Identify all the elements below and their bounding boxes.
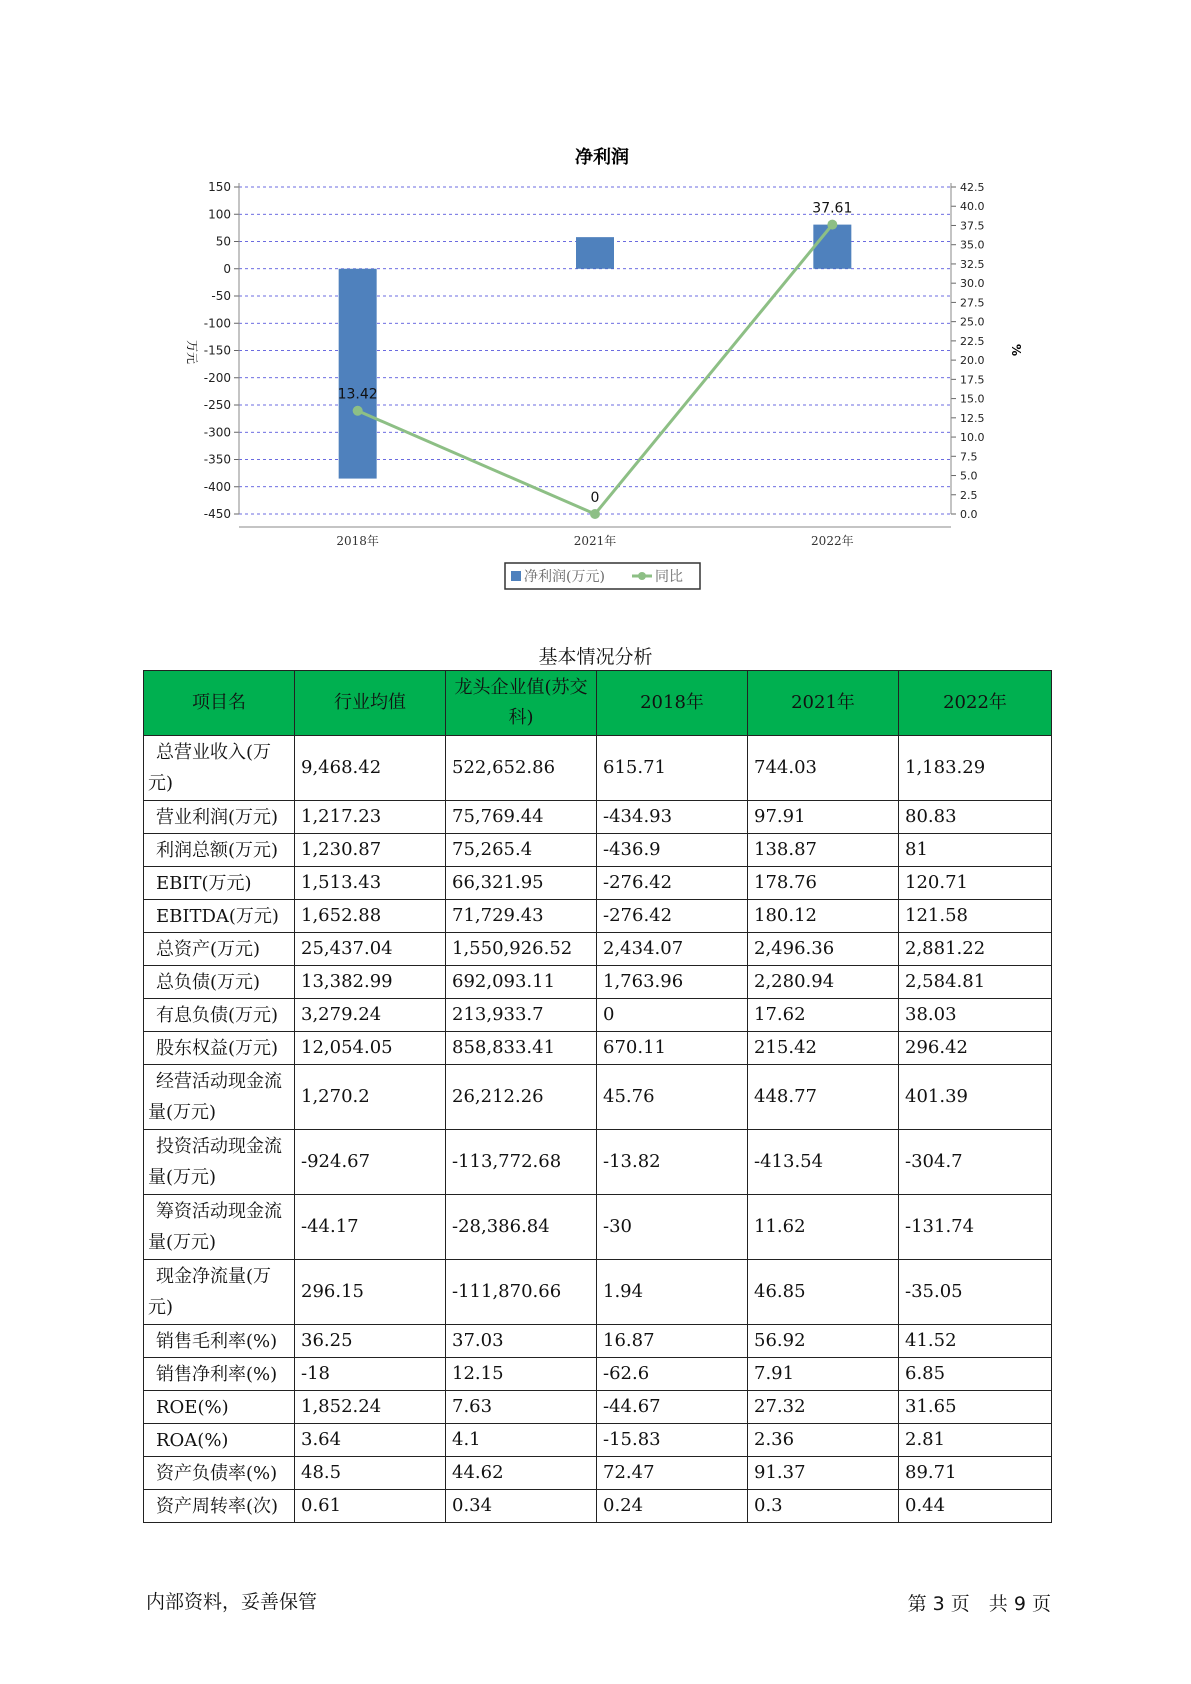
- table-row: [144, 1130, 1052, 1195]
- table-row: [144, 1490, 1052, 1523]
- cell-item-name: 现金净流量(万元): [144, 1260, 295, 1325]
- cell-value-2021: 46.85: [748, 1260, 899, 1325]
- page-suffix: 页: [1031, 1593, 1051, 1615]
- left-tick-label: -200: [203, 370, 231, 385]
- left-tick-label: -400: [203, 479, 231, 494]
- left-tick-label: -350: [203, 452, 231, 467]
- cell-leader-value: -113,772.68: [446, 1130, 597, 1195]
- cell-industry-avg: 1,852.24: [295, 1391, 446, 1424]
- net-profit-bar: [339, 269, 377, 479]
- cell-industry-avg: 3,279.24: [295, 999, 446, 1032]
- cell-value-2018: -15.83: [597, 1424, 748, 1457]
- net-profit-chart: [0, 0, 1191, 600]
- right-tick-label: 20.0: [960, 354, 985, 368]
- cell-value-2022: 80.83: [899, 801, 1052, 834]
- right-tick-label: 32.5: [960, 257, 985, 271]
- cell-item-name: EBITDA(万元): [144, 900, 295, 933]
- cell-value-2018: -276.42: [597, 900, 748, 933]
- yoy-data-label: 0: [590, 490, 600, 506]
- left-tick-label: 150: [208, 180, 231, 194]
- cell-value-2022: 38.03: [899, 999, 1052, 1032]
- cell-item-name: 总资产(万元): [144, 933, 295, 966]
- cell-leader-value: 7.63: [446, 1391, 597, 1424]
- cell-industry-avg: 13,382.99: [295, 966, 446, 999]
- cell-value-2021: 17.62: [748, 999, 899, 1032]
- table-row: [144, 1065, 1052, 1130]
- footer-confidential-note: 内部资料，妥善保管: [146, 1591, 318, 1613]
- cell-item-name: 有息负债(万元): [144, 999, 295, 1032]
- right-tick-label: 27.5: [960, 296, 985, 310]
- left-tick-label: -300: [203, 425, 231, 440]
- cell-item-name: 利润总额(万元): [144, 834, 295, 867]
- yoy-point: [590, 509, 600, 519]
- left-tick-label: 0: [223, 261, 231, 276]
- cell-value-2018: -276.42: [597, 867, 748, 900]
- yoy-data-label: 13.42: [337, 386, 378, 403]
- table-row: [144, 1358, 1052, 1391]
- cell-value-2022: -304.7: [899, 1130, 1052, 1195]
- cell-item-name: ROE(%): [144, 1391, 295, 1424]
- table-row: [144, 1391, 1052, 1424]
- cell-value-2021: 215.42: [748, 1032, 899, 1065]
- cell-industry-avg: 25,437.04: [295, 933, 446, 966]
- cell-leader-value: 4.1: [446, 1424, 597, 1457]
- cell-leader-value: 522,652.86: [446, 736, 597, 801]
- cell-value-2021: 2.36: [748, 1424, 899, 1457]
- cell-value-2022: 2,584.81: [899, 966, 1052, 999]
- left-tick-label: -100: [203, 316, 231, 331]
- cell-value-2018: 670.11: [597, 1032, 748, 1065]
- cell-leader-value: -111,870.66: [446, 1260, 597, 1325]
- table-row: [144, 801, 1052, 834]
- cell-value-2021: 56.92: [748, 1325, 899, 1358]
- cell-item-name: 股东权益(万元): [144, 1032, 295, 1065]
- cell-value-2022: 1,183.29: [899, 736, 1052, 801]
- cell-value-2021: 138.87: [748, 834, 899, 867]
- net-profit-bar: [813, 225, 851, 269]
- x-tick-label: 2018年: [336, 534, 379, 548]
- page-mid: 页 共: [950, 1593, 1008, 1615]
- cell-value-2021: 2,496.36: [748, 933, 899, 966]
- cell-industry-avg: 3.64: [295, 1424, 446, 1457]
- cell-value-2022: 2,881.22: [899, 933, 1052, 966]
- cell-value-2021: 97.91: [748, 801, 899, 834]
- cell-industry-avg: 1,652.88: [295, 900, 446, 933]
- cell-industry-avg: 9,468.42: [295, 736, 446, 801]
- right-tick-label: 25.0: [960, 315, 985, 329]
- right-tick-label: 5.0: [960, 469, 978, 483]
- cell-value-2018: 0.24: [597, 1490, 748, 1523]
- cell-value-2018: 1,763.96: [597, 966, 748, 999]
- left-tick-label: -50: [211, 289, 231, 303]
- table-row: [144, 1195, 1052, 1260]
- table-header-row: [144, 671, 1052, 736]
- table-row: [144, 966, 1052, 999]
- header-2022: 2022年: [899, 671, 1052, 736]
- cell-item-name: 资产周转率(次): [144, 1490, 295, 1523]
- page-prefix: 第: [907, 1593, 927, 1615]
- left-tick-label: -150: [203, 343, 231, 358]
- cell-value-2018: -436.9: [597, 834, 748, 867]
- right-tick-label: 35.0: [960, 238, 985, 252]
- cell-leader-value: 75,769.44: [446, 801, 597, 834]
- cell-value-2021: 744.03: [748, 736, 899, 801]
- cell-value-2021: 448.77: [748, 1065, 899, 1130]
- y-left-axis-label: 万元: [185, 339, 199, 365]
- left-tick-label: 100: [208, 207, 231, 222]
- legend-line-marker: [638, 572, 646, 580]
- cell-value-2018: -62.6: [597, 1358, 748, 1391]
- cell-value-2018: 1.94: [597, 1260, 748, 1325]
- header-2018: 2018年: [597, 671, 748, 736]
- footer-page-number: [908, 1589, 1051, 1616]
- cell-value-2018: -44.67: [597, 1391, 748, 1424]
- cell-item-name: 筹资活动现金流量(万元): [144, 1195, 295, 1260]
- cell-value-2021: 178.76: [748, 867, 899, 900]
- cell-leader-value: 858,833.41: [446, 1032, 597, 1065]
- right-tick-label: 22.5: [960, 334, 985, 348]
- cell-industry-avg: 1,513.43: [295, 867, 446, 900]
- page-current: 3: [932, 1593, 945, 1615]
- cell-industry-avg: 1,270.2: [295, 1065, 446, 1130]
- cell-value-2022: -131.74: [899, 1195, 1052, 1260]
- cell-item-name: 营业利润(万元): [144, 801, 295, 834]
- cell-value-2021: 2,280.94: [748, 966, 899, 999]
- y-right-axis-label: %: [1009, 343, 1023, 357]
- header-item-name: 项目名: [144, 671, 295, 736]
- table-row: [144, 999, 1052, 1032]
- cell-leader-value: 75,265.4: [446, 834, 597, 867]
- cell-value-2022: 401.39: [899, 1065, 1052, 1130]
- cell-value-2018: 0: [597, 999, 748, 1032]
- table-row: [144, 900, 1052, 933]
- cell-leader-value: 213,933.7: [446, 999, 597, 1032]
- yoy-data-label: 37.61: [812, 200, 853, 217]
- cell-value-2022: 89.71: [899, 1457, 1052, 1490]
- right-tick-label: 7.5: [960, 450, 978, 464]
- cell-leader-value: 66,321.95: [446, 867, 597, 900]
- legend-bar-swatch: [511, 571, 521, 581]
- table-row: [144, 933, 1052, 966]
- yoy-point: [827, 220, 837, 230]
- cell-value-2021: 11.62: [748, 1195, 899, 1260]
- table-row: [144, 1457, 1052, 1490]
- cell-industry-avg: 48.5: [295, 1457, 446, 1490]
- right-tick-label: 0.0: [960, 508, 978, 521]
- cell-value-2021: 180.12: [748, 900, 899, 933]
- cell-industry-avg: 0.61: [295, 1490, 446, 1523]
- chart-canvas: [0, 0, 1191, 600]
- table-row: [144, 1325, 1052, 1358]
- header-leader-value: 龙头企业值(苏交科): [446, 671, 597, 736]
- cell-item-name: 总营业收入(万元): [144, 736, 295, 801]
- cell-leader-value: 1,550,926.52: [446, 933, 597, 966]
- table-row: [144, 1032, 1052, 1065]
- table-row: [144, 1424, 1052, 1457]
- cell-leader-value: 44.62: [446, 1457, 597, 1490]
- table-row: [144, 834, 1052, 867]
- legend-bar-label: 净利润(万元): [524, 569, 605, 585]
- left-tick-label: -450: [203, 507, 231, 521]
- left-tick-label: 50: [215, 234, 231, 249]
- x-tick-label: 2022年: [811, 534, 854, 548]
- cell-value-2018: -13.82: [597, 1130, 748, 1195]
- cell-item-name: EBIT(万元): [144, 867, 295, 900]
- cell-leader-value: -28,386.84: [446, 1195, 597, 1260]
- table-title: 基本情况分析: [538, 646, 653, 668]
- cell-value-2018: -434.93: [597, 801, 748, 834]
- cell-industry-avg: 296.15: [295, 1260, 446, 1325]
- legend-line-label: 同比: [655, 569, 683, 585]
- cell-value-2022: 296.42: [899, 1032, 1052, 1065]
- cell-value-2022: 31.65: [899, 1391, 1052, 1424]
- cell-leader-value: 12.15: [446, 1358, 597, 1391]
- table-row: [144, 1260, 1052, 1325]
- cell-leader-value: 26,212.26: [446, 1065, 597, 1130]
- right-tick-label: 42.5: [960, 181, 985, 194]
- right-tick-label: 40.0: [960, 200, 985, 214]
- right-tick-label: 12.5: [960, 411, 985, 425]
- right-tick-label: 10.0: [960, 431, 985, 445]
- cell-value-2018: 16.87: [597, 1325, 748, 1358]
- cell-item-name: 经营活动现金流量(万元): [144, 1065, 295, 1130]
- cell-value-2022: 120.71: [899, 867, 1052, 900]
- cell-item-name: 资产负债率(%): [144, 1457, 295, 1490]
- cell-industry-avg: 12,054.05: [295, 1032, 446, 1065]
- cell-value-2021: 0.3: [748, 1490, 899, 1523]
- cell-value-2022: 121.58: [899, 900, 1052, 933]
- cell-leader-value: 0.34: [446, 1490, 597, 1523]
- cell-industry-avg: 1,217.23: [295, 801, 446, 834]
- cell-industry-avg: 1,230.87: [295, 834, 446, 867]
- cell-value-2021: -413.54: [748, 1130, 899, 1195]
- right-tick-label: 15.0: [960, 392, 985, 406]
- left-tick-label: -250: [203, 398, 231, 412]
- cell-industry-avg: -924.67: [295, 1130, 446, 1195]
- cell-value-2021: 91.37: [748, 1457, 899, 1490]
- cell-value-2018: 615.71: [597, 736, 748, 801]
- cell-leader-value: 692,093.11: [446, 966, 597, 999]
- cell-industry-avg: -18: [295, 1358, 446, 1391]
- table-row: [144, 736, 1052, 801]
- cell-item-name: ROA(%): [144, 1424, 295, 1457]
- cell-value-2018: 2,434.07: [597, 933, 748, 966]
- cell-value-2021: 7.91: [748, 1358, 899, 1391]
- cell-leader-value: 71,729.43: [446, 900, 597, 933]
- cell-leader-value: 37.03: [446, 1325, 597, 1358]
- cell-item-name: 总负债(万元): [144, 966, 295, 999]
- right-tick-label: 2.5: [960, 488, 978, 502]
- net-profit-bar: [576, 237, 614, 269]
- cell-item-name: 销售净利率(%): [144, 1358, 295, 1391]
- cell-value-2022: 2.81: [899, 1424, 1052, 1457]
- table-body: [144, 736, 1052, 1523]
- chart-title: 净利润: [575, 147, 629, 168]
- cell-item-name: 销售毛利率(%): [144, 1325, 295, 1358]
- cell-value-2022: -35.05: [899, 1260, 1052, 1325]
- cell-value-2018: 45.76: [597, 1065, 748, 1130]
- cell-value-2018: -30: [597, 1195, 748, 1260]
- cell-industry-avg: -44.17: [295, 1195, 446, 1260]
- cell-item-name: 投资活动现金流量(万元): [144, 1130, 295, 1195]
- cell-value-2022: 0.44: [899, 1490, 1052, 1523]
- cell-value-2022: 6.85: [899, 1358, 1052, 1391]
- right-tick-label: 30.0: [960, 277, 985, 291]
- cell-value-2022: 41.52: [899, 1325, 1052, 1358]
- right-tick-label: 17.5: [960, 373, 985, 387]
- x-tick-label: 2021年: [573, 534, 617, 548]
- cell-value-2021: 27.32: [748, 1391, 899, 1424]
- yoy-point: [353, 406, 363, 416]
- cell-value-2022: 81: [899, 834, 1052, 867]
- cell-industry-avg: 36.25: [295, 1325, 446, 1358]
- right-tick-label: 37.5: [960, 219, 985, 233]
- cell-value-2018: 72.47: [597, 1457, 748, 1490]
- header-2021: 2021年: [748, 671, 899, 736]
- analysis-table: [143, 670, 1052, 1523]
- table-row: [144, 867, 1052, 900]
- page-total: 9: [1013, 1593, 1026, 1615]
- header-industry-avg: 行业均值: [295, 671, 446, 736]
